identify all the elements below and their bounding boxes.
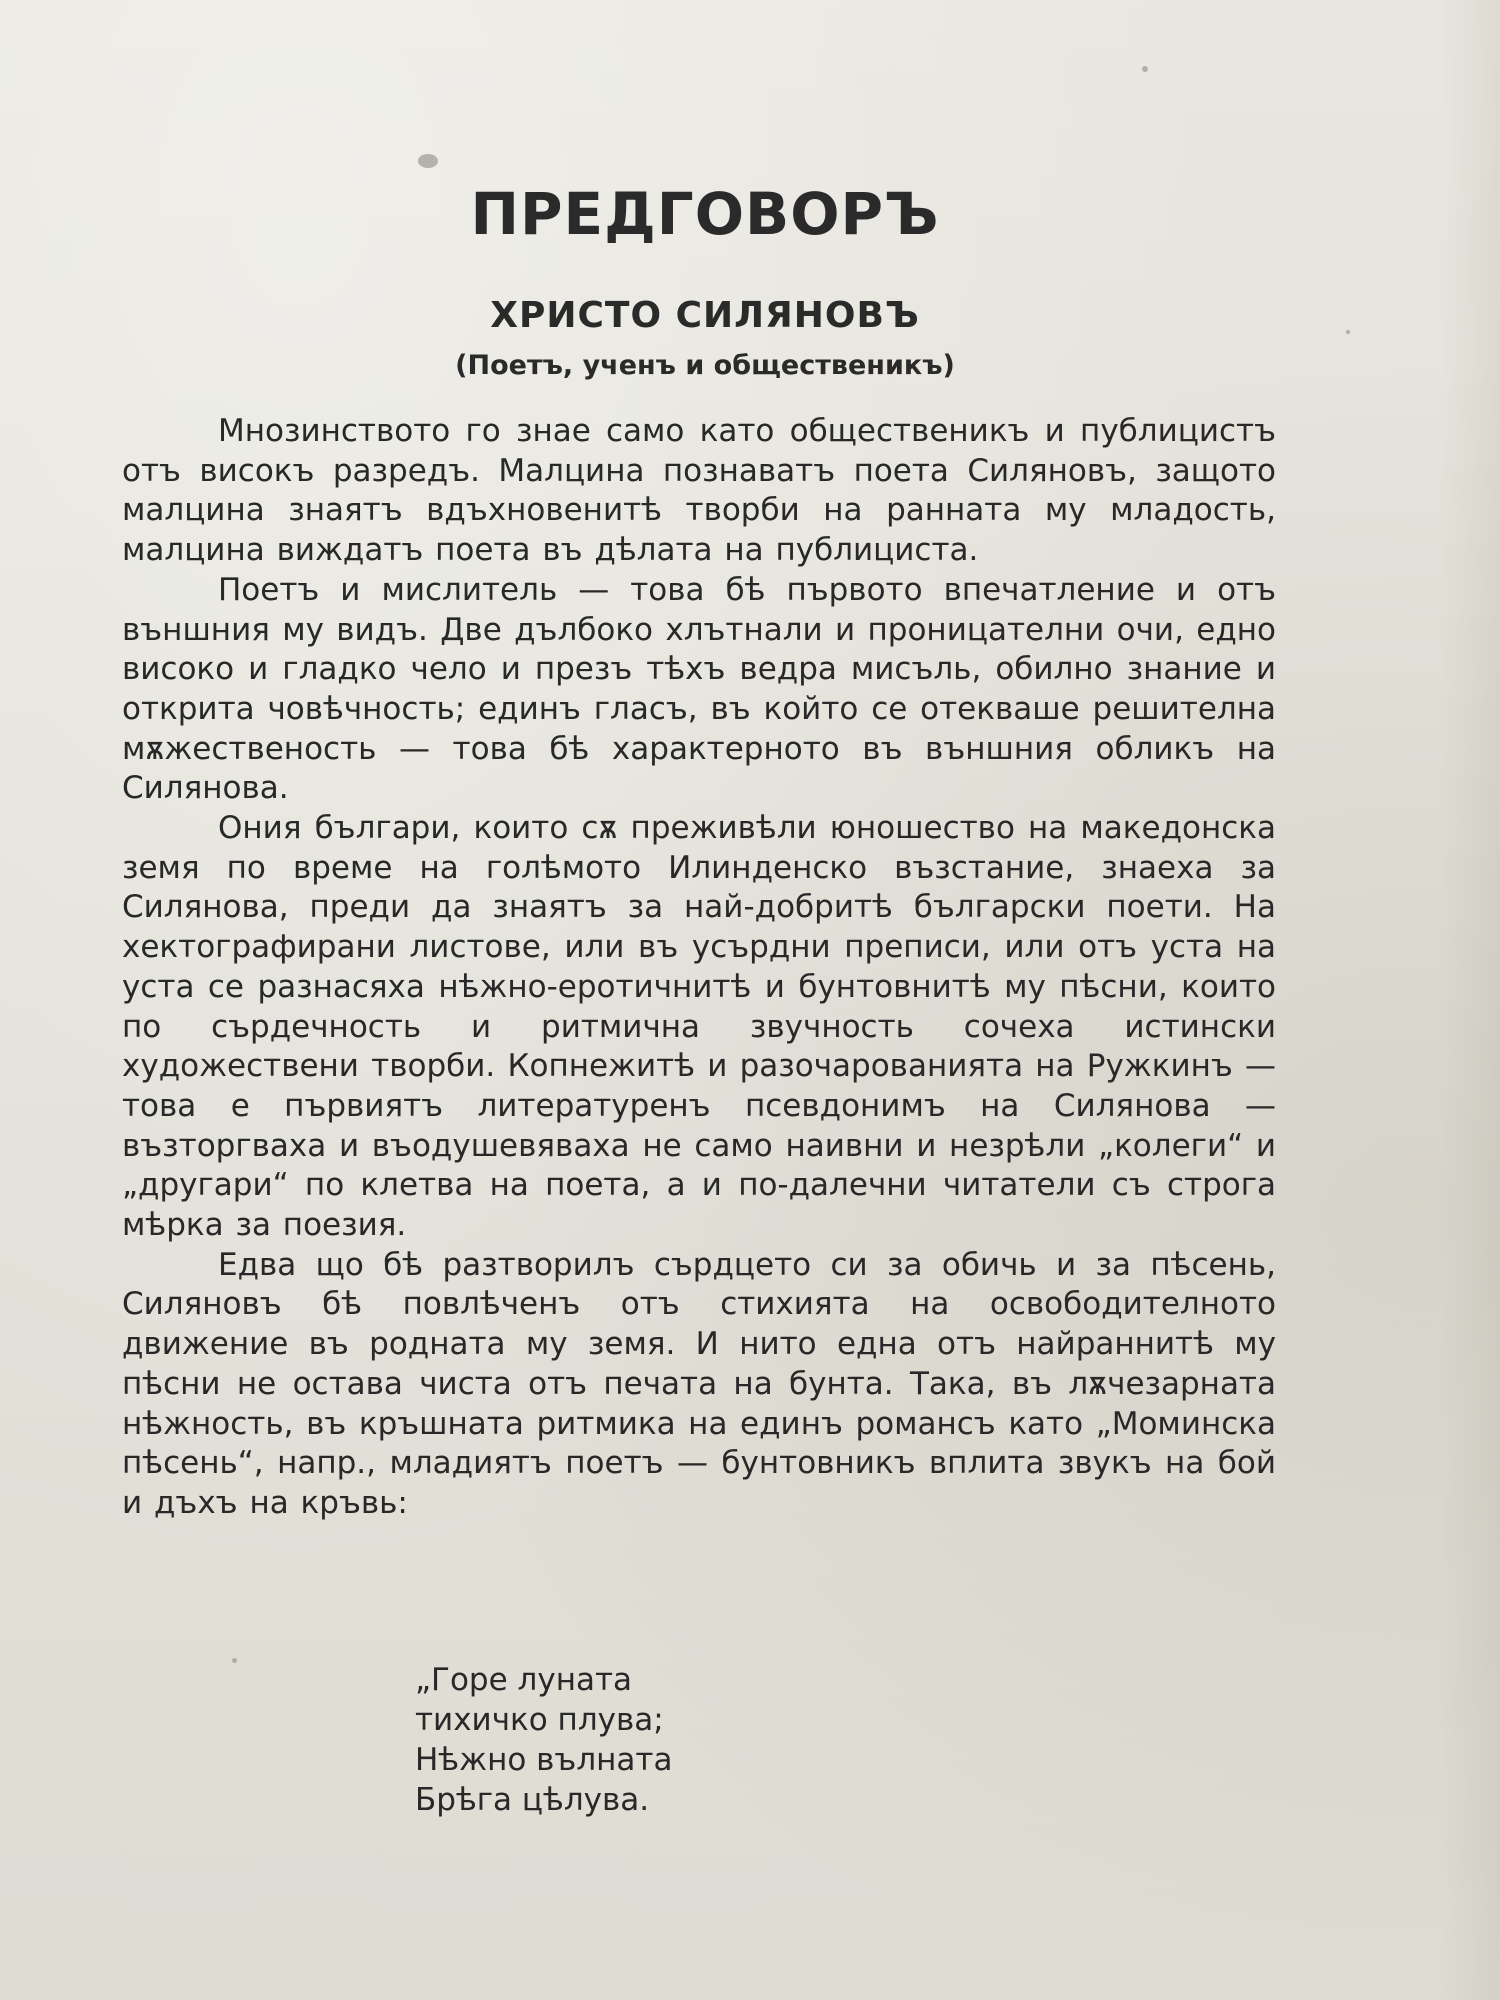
verse-line: „Горе луната (415, 1662, 633, 1698)
paper-speck (1142, 66, 1148, 72)
preface-body (122, 412, 1276, 1524)
paper-speck (418, 154, 438, 168)
verse-line: тихичко плува; (415, 1702, 664, 1738)
paragraph: Поетъ и мислитель — това бѣ първото впечатление и отъ външния му видъ. Две дълбоко хлътнали и проницателни очи, едно високо и гладко чело и презъ тѣхъ ведра мисъль, обилно знание и открита човѣчность; единъ гласъ, въ който се отекваше решителна мѫжественость — това бѣ характерното въ външния обликъ на Силянова. (122, 571, 1276, 807)
paper-speck (232, 1658, 237, 1663)
verse-line: Нѣжно вълната (415, 1742, 673, 1778)
author-heading: ХРИСТО СИЛЯНОВЪ (490, 295, 920, 336)
author-subnote: (Поетъ, ученъ и общественикъ) (455, 350, 955, 381)
verse-quote (415, 1660, 672, 1820)
verse-line: Брѣга цѣлува. (415, 1782, 650, 1818)
page-edge-shadow (1440, 0, 1500, 2000)
paragraph: Едва що бѣ разтворилъ сърдцето си за обичь и за пѣсень, Силяновъ бѣ повлѣченъ отъ стихията на освободителното движение въ родната му земя. И нито една отъ найраннитѣ му пѣсни не остава чиста отъ печата на бунта. Така, въ лѫчезарната нѣжность, въ кръшната ритмика на единъ романсъ като „Моминска пѣсень“, напр., младиятъ поетъ — бунтовникъ вплита звукъ на бой и дъхъ на кръвь: (122, 1246, 1276, 1521)
page-title: ПРЕДГОВОРЪ (470, 180, 940, 248)
paragraph: Мнозинството го знае само като общественикъ и публицистъ отъ високъ разредъ. Малцина познаватъ поета Силяновъ, защото малцина знаятъ вдъхновенитѣ творби на ранната му младость, малцина виждатъ поета въ дѣлата на публициста. (122, 413, 1276, 569)
paragraph: Ония българи, които сѫ преживѣли юношество на македонска земя по време на голѣмото Илинденско възстание, знаеха за Силянова, преди да знаятъ за най-добритѣ български поети. На хектографирани листове, или въ усърдни преписи, или отъ уста на уста се разнасяха нѣжно-еротичнитѣ и бунтовнитѣ му пѣсни, които по сърдечность и ритмична звучность сочеха истински художествени творби. Копнежитѣ и разочарованията на Ружкинъ — това е първиятъ литературенъ псевдонимъ на Силянова — възторгваха и въодушевяваха не само наивни и незрѣли „колеги“ и „другари“ по клетва на поета, а и по-далечни читатели съ строга мѣрка за поезия. (122, 810, 1276, 1244)
